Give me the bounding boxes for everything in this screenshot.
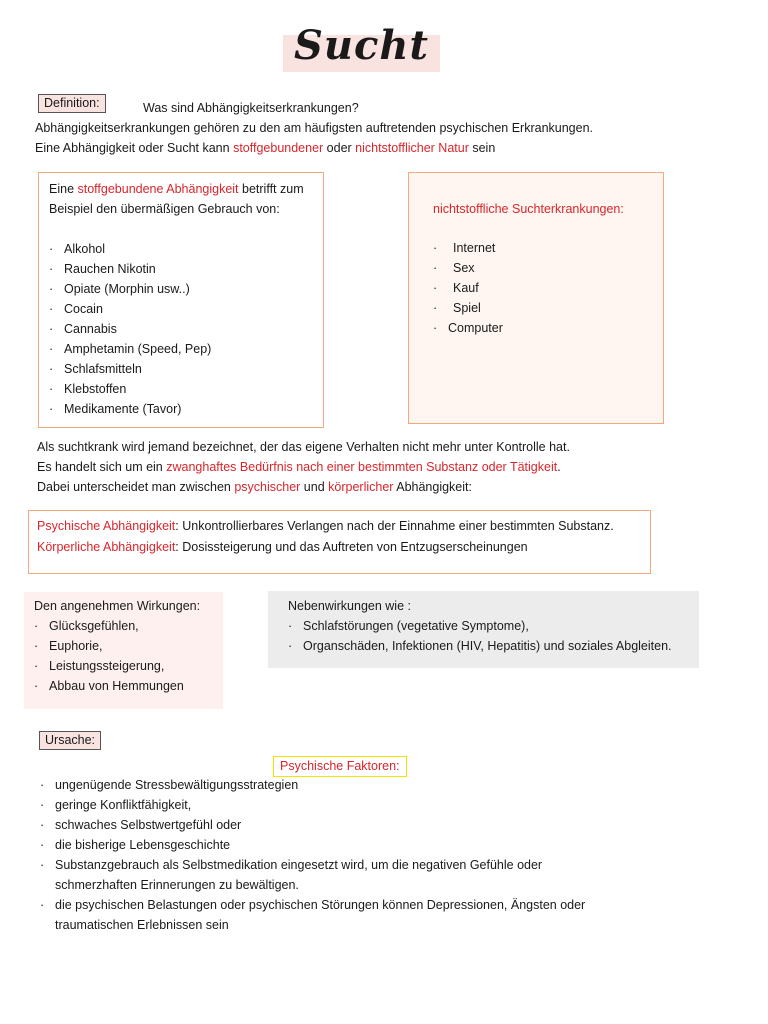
nichtstofflich-box <box>408 172 664 424</box>
list-item: · Organschäden, Infektionen (HIV, Hepatitis) und soziales Abgleiten. <box>288 636 672 656</box>
text: . <box>557 460 561 474</box>
koerper-label: Körperliche Abhängigkeit <box>37 540 176 554</box>
koerper-text: : Dosissteigerung und das Auftreten von Entzugserscheinungen <box>175 540 528 554</box>
psych-label: Psychische Abhängigkeit <box>37 519 176 533</box>
list-item: · Cannabis <box>49 319 211 339</box>
neben-list <box>288 616 672 656</box>
text: Dabei unterscheidet man zwischen <box>37 480 235 494</box>
text: schmerzhaften Erinnerungen zu bewältigen. <box>55 878 299 892</box>
ursache-tag: Ursache: <box>39 731 101 750</box>
list-item: · Amphetamin (Speed, Pep) <box>49 339 211 359</box>
list-item: · Leistungssteigerung, <box>34 656 184 676</box>
list-item: · die psychischen Belastungen oder psychischen Störungen können Depressionen, Ängsten oder <box>40 895 585 915</box>
highlight-zwanghaft: zwanghaftes Bedürfnis nach einer bestimmten Substanz oder Tätigkeit <box>166 460 558 474</box>
text: Eine <box>49 182 78 196</box>
wirkungen-list <box>34 616 184 696</box>
list-item: · Rauchen Nikotin <box>49 259 211 279</box>
psych-text: : Unkontrollierbares Verlangen nach der Einnahme einer bestimmten Substanz. <box>175 519 614 533</box>
highlight-stoffgebunden: stoffgebundener <box>233 141 324 155</box>
text: Abhängigkeit: <box>393 480 472 494</box>
psych-dependency <box>37 516 614 536</box>
stoff-intro-2: Beispiel den übermäßigen Gebrauch von: <box>49 202 280 216</box>
nebenwirkungen-box <box>268 591 699 668</box>
text: Eine Abhängigkeit oder Sucht kann <box>35 141 234 155</box>
list-item-continuation <box>40 915 585 935</box>
text: betrifft zum <box>238 182 304 196</box>
list-item: · Klebstoffen <box>49 379 211 399</box>
list-item: · geringe Konfliktfähigkeit, <box>40 795 585 815</box>
list-item: · schwaches Selbstwertgefühl oder <box>40 815 585 835</box>
list-item: · Internet <box>433 238 503 258</box>
definition-question: Was sind Abhängigkeitserkrankungen? <box>143 101 359 115</box>
list-item: · Schlafsmitteln <box>49 359 211 379</box>
definition-line-2 <box>35 138 495 158</box>
list-item: · Spiel <box>433 298 503 318</box>
stoffgebunden-box <box>38 172 324 428</box>
text: oder <box>323 141 356 155</box>
list-item: · Kauf <box>433 278 503 298</box>
list-item: · Opiate (Morphin usw..) <box>49 279 211 299</box>
middle-line-1: Als suchtkrank wird jemand bezeichnet, der das eigene Verhalten nicht mehr unter Kontrolle hat. <box>37 440 570 454</box>
highlight-nichtstofflich: nichtstofflicher Natur <box>355 141 469 155</box>
highlight-psychischer: psychischer <box>234 480 301 494</box>
list-item: · Substanzgebrauch als Selbstmedikation eingesetzt wird, um die negativen Gefühle oder <box>40 855 585 875</box>
list-item: · Medikamente (Tavor) <box>49 399 211 419</box>
stoff-intro-1 <box>49 179 304 199</box>
neben-heading: Nebenwirkungen wie : <box>288 599 411 613</box>
list-item: · Alkohol <box>49 239 211 259</box>
dependency-box <box>28 510 651 574</box>
ursache-list <box>40 775 585 935</box>
list-item-continuation <box>40 875 585 895</box>
middle-line-3 <box>37 477 472 497</box>
stoff-list <box>49 239 211 419</box>
list-item: · Glücksgefühlen, <box>34 616 184 636</box>
list-item: · Euphorie, <box>34 636 184 656</box>
text: traumatischen Erlebnissen sein <box>55 918 229 932</box>
psychische-faktoren-label: Psychische Faktoren: <box>273 756 407 777</box>
nicht-heading: nichtstoffliche Suchterkrankungen: <box>433 202 624 216</box>
text: sein <box>468 141 496 155</box>
highlight-koerperlicher: körperlicher <box>328 480 394 494</box>
middle-line-2 <box>37 457 561 477</box>
koerper-dependency <box>37 537 528 557</box>
highlight-stoffgebundene: stoffgebundene Abhängigkeit <box>77 182 239 196</box>
list-item: · Computer <box>433 318 503 338</box>
page-title: Sucht <box>294 22 429 69</box>
nicht-list <box>433 238 503 338</box>
wirkungen-heading: Den angenehmen Wirkungen: <box>34 599 201 613</box>
text: Es handelt sich um ein <box>37 460 167 474</box>
list-item: · Schlafstörungen (vegetative Symptome), <box>288 616 672 636</box>
definition-line-1: Abhängigkeitserkrankungen gehören zu den am häufigsten auftretenden psychischen Erkrankungen. <box>35 121 594 135</box>
wirkungen-box <box>24 592 223 709</box>
text: und <box>300 480 329 494</box>
list-item: · Sex <box>433 258 503 278</box>
list-item: · ungenügende Stressbewältigungsstrategien <box>40 775 585 795</box>
list-item: · Cocain <box>49 299 211 319</box>
list-item: · die bisherige Lebensgeschichte <box>40 835 585 855</box>
definition-tag: Definition: <box>38 94 106 113</box>
list-item: · Abbau von Hemmungen <box>34 676 184 696</box>
